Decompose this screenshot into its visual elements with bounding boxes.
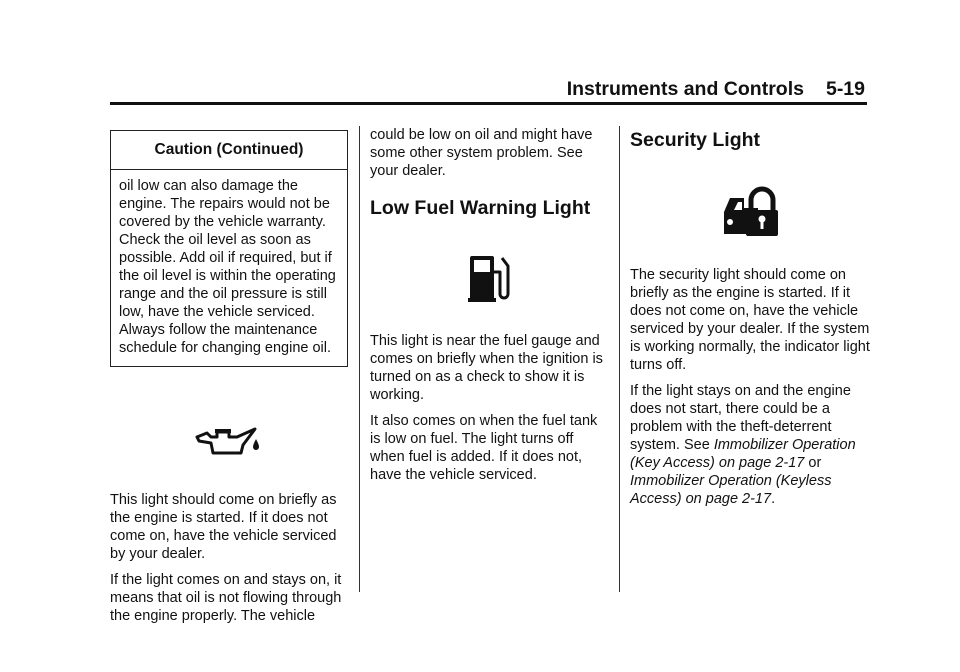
cross-reference-link[interactable]: Immobilizer Operation (Keyless Access) on page 2-17 bbox=[630, 473, 832, 507]
caution-title: Caution (Continued) bbox=[111, 131, 347, 170]
paragraph-text: or bbox=[804, 455, 822, 471]
paragraph: This light should come on briefly as the engine is started. If it does not come on, have the vehicle serviced by your dealer. bbox=[110, 492, 337, 562]
column-divider bbox=[619, 126, 620, 592]
section-heading: Security Light bbox=[630, 129, 761, 151]
header-rule bbox=[110, 102, 867, 105]
paragraph: could be low on oil and might have some other system problem. See your dealer. bbox=[370, 127, 593, 179]
oil-can-icon bbox=[110, 423, 348, 475]
paragraph bbox=[630, 382, 870, 508]
paragraph: If the light comes on and stays on, it means that oil is not flowing through the engine properly. The vehicle bbox=[110, 572, 342, 624]
column-3 bbox=[630, 126, 870, 516]
car-padlock-icon bbox=[630, 186, 870, 246]
page-number: 5-19 bbox=[825, 78, 865, 100]
caution-box bbox=[110, 130, 348, 367]
paragraph: This light is near the fuel gauge and comes on briefly when the ignition is turned on as a check to show it is working. bbox=[370, 333, 603, 403]
column-2 bbox=[370, 126, 610, 492]
caution-body: oil low can also damage the engine. The repairs would not be covered by the vehicle warranty. Check the oil level as soon as possible. Add oil if required, but if the oil level is within the operating range and the oil pressure is still low, have the vehicle serviced. Always follow the maintenance schedule for changing engine oil. bbox=[119, 178, 336, 356]
section-title: Instruments and Controls bbox=[566, 78, 804, 100]
section-heading: Low Fuel Warning Light bbox=[370, 197, 591, 219]
paragraph-text: If the light stays on and the engine does not start, there could be a problem with the theft-deterrent system. See bbox=[630, 383, 851, 453]
paragraph-text: . bbox=[771, 491, 776, 507]
cross-reference-link[interactable]: Immobilizer Operation (Key Access) on page 2-17 bbox=[630, 437, 856, 471]
column-divider bbox=[359, 126, 360, 592]
fuel-pump-icon bbox=[370, 252, 610, 304]
page-header bbox=[110, 78, 865, 104]
paragraph: It also comes on when the fuel tank is low on fuel. The light turns off when fuel is added. If it does not, have the vehicle serviced. bbox=[370, 413, 598, 483]
column-1 bbox=[110, 130, 348, 633]
paragraph: The security light should come on briefly as the engine is started. If it does not come on, have the vehicle serviced by your dealer. If the system is working normally, the indicator light turns off. bbox=[630, 267, 870, 373]
